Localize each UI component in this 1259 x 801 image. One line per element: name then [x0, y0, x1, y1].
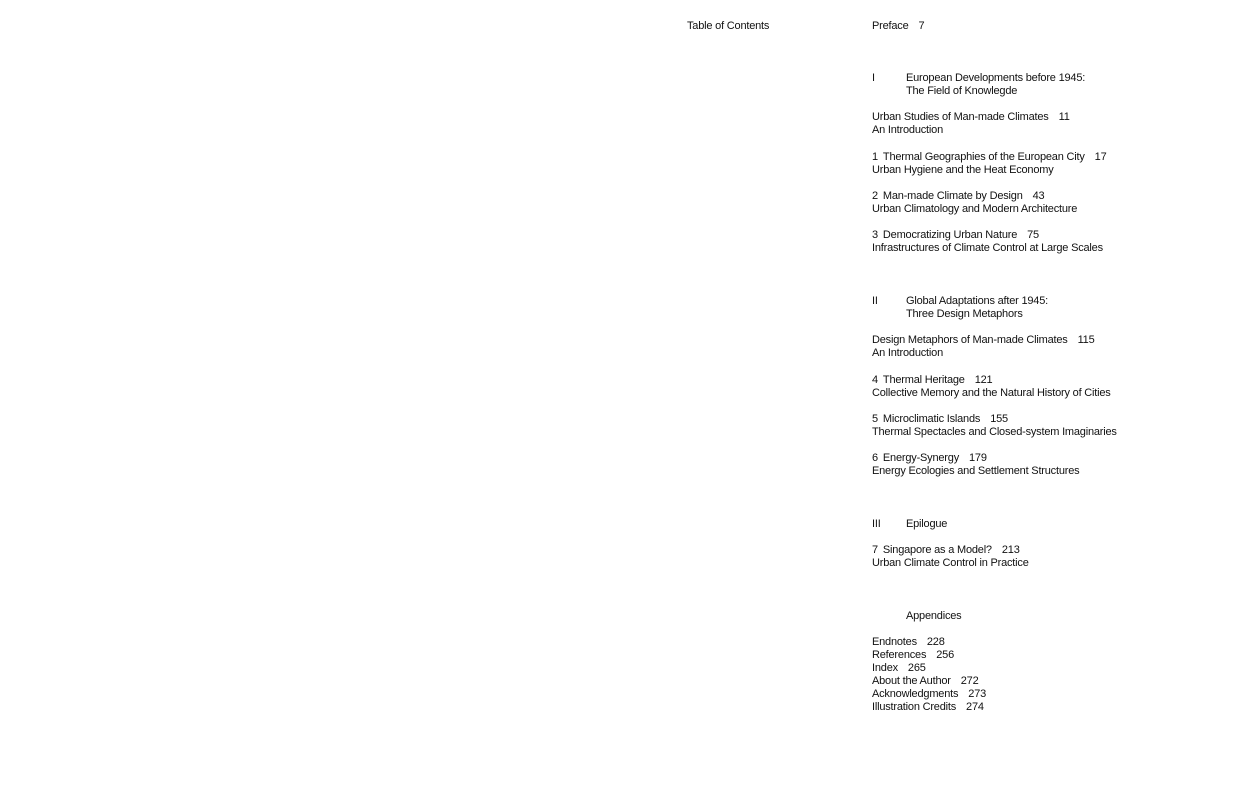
toc-entry-endnotes[interactable]	[872, 636, 986, 649]
entry-page: 11	[1058, 111, 1070, 123]
toc-entry-part1-intro[interactable]	[872, 111, 1070, 137]
entry-title: About the Author	[872, 675, 951, 687]
toc-entry-chapter-6[interactable]	[872, 452, 1079, 478]
appendices-heading	[872, 610, 962, 623]
part-numeral: II	[872, 295, 878, 307]
toc-entry-illustration-credits[interactable]	[872, 701, 986, 714]
part-numeral: III	[872, 518, 881, 530]
entry-page: 115	[1077, 334, 1095, 346]
part-numeral: I	[872, 72, 875, 84]
toc-entry-chapter-5[interactable]	[872, 413, 1117, 439]
chapter-number: 2	[872, 190, 878, 202]
entry-title: Energy-Synergy	[882, 452, 959, 464]
part-heading-3	[872, 518, 947, 531]
part-title: European Developments before 1945:	[906, 72, 1086, 84]
toc-heading: Table of Contents	[687, 20, 770, 32]
entry-subtitle: Urban Hygiene and the Heat Economy	[872, 164, 1054, 176]
entry-title: Illustration Credits	[872, 701, 957, 713]
part-title: Epilogue	[906, 518, 948, 530]
part-title: Global Adaptations after 1945:	[906, 295, 1048, 307]
toc-entry-index[interactable]	[872, 662, 986, 675]
toc-entry-chapter-3[interactable]	[872, 229, 1103, 255]
entry-page: 121	[974, 374, 993, 386]
entry-title: Man-made Climate by Design	[882, 190, 1023, 202]
entry-page: 273	[968, 688, 987, 700]
entry-title: Urban Studies of Man-made Climates	[872, 111, 1049, 123]
entry-subtitle: Collective Memory and the Natural History of Cities	[872, 387, 1111, 399]
chapter-number: 5	[872, 413, 878, 425]
part-heading-2	[872, 295, 1048, 321]
entry-page: 179	[969, 452, 987, 464]
entry-title: Index	[872, 662, 898, 674]
entry-page: 17	[1094, 151, 1107, 163]
entry-page: 155	[990, 413, 1008, 425]
entry-page: 274	[966, 701, 984, 713]
entry-subtitle: An Introduction	[872, 347, 943, 359]
entry-page: 43	[1032, 190, 1045, 202]
entry-title: Microclimatic Islands	[882, 413, 981, 425]
entry-title: Thermal Heritage	[882, 374, 965, 386]
entry-subtitle: Energy Ecologies and Settlement Structures	[872, 465, 1080, 477]
entry-title: Endnotes	[872, 636, 917, 648]
entry-title: Acknowledgments	[872, 688, 959, 700]
entry-page: 75	[1027, 229, 1039, 241]
toc-entry-chapter-1[interactable]	[872, 151, 1107, 177]
entry-title: Design Metaphors of Man-made Climates	[872, 334, 1068, 346]
entry-subtitle: Thermal Spectacles and Closed-system Imaginaries	[872, 426, 1117, 438]
entry-title: References	[872, 649, 927, 661]
toc-entry-chapter-7[interactable]	[872, 544, 1029, 570]
entry-page: 272	[960, 675, 979, 687]
toc-entry-part2-intro[interactable]	[872, 334, 1095, 360]
entry-page: 265	[907, 662, 926, 674]
part-title: Appendices	[906, 610, 962, 622]
appendices-list	[872, 636, 986, 714]
entry-title: Democratizing Urban Nature	[882, 229, 1018, 241]
part-title: The Field of Knowlegde	[906, 85, 1018, 97]
entry-subtitle: Urban Climate Control in Practice	[872, 557, 1029, 569]
toc-entry-chapter-2[interactable]	[872, 190, 1077, 216]
chapter-number: 6	[872, 452, 878, 464]
toc-entry-chapter-4[interactable]	[872, 374, 1111, 400]
chapter-number: 1	[872, 151, 878, 163]
entry-title: Thermal Geographies of the European City	[882, 151, 1085, 163]
entry-title: Singapore as a Model?	[882, 544, 992, 556]
entry-page: 256	[936, 649, 955, 661]
entry-subtitle: Infrastructures of Climate Control at Large Scales	[872, 242, 1103, 254]
chapter-number: 3	[872, 229, 878, 241]
entry-page: 7	[918, 20, 925, 32]
toc-entry-about-author[interactable]	[872, 675, 986, 688]
part-title: Three Design Metaphors	[906, 308, 1023, 320]
entry-page: 228	[926, 636, 945, 648]
part-heading-1	[872, 72, 1085, 98]
entry-page: 213	[1001, 544, 1020, 556]
toc-entry-references[interactable]	[872, 649, 986, 662]
chapter-number: 4	[872, 374, 878, 386]
toc-entry-acknowledgments[interactable]	[872, 688, 986, 701]
entry-subtitle: Urban Climatology and Modern Architecture	[872, 203, 1078, 215]
chapter-number: 7	[872, 544, 878, 556]
entry-title: Preface	[872, 20, 909, 32]
entry-subtitle: An Introduction	[872, 124, 943, 136]
toc-entry-preface[interactable]	[872, 20, 924, 33]
